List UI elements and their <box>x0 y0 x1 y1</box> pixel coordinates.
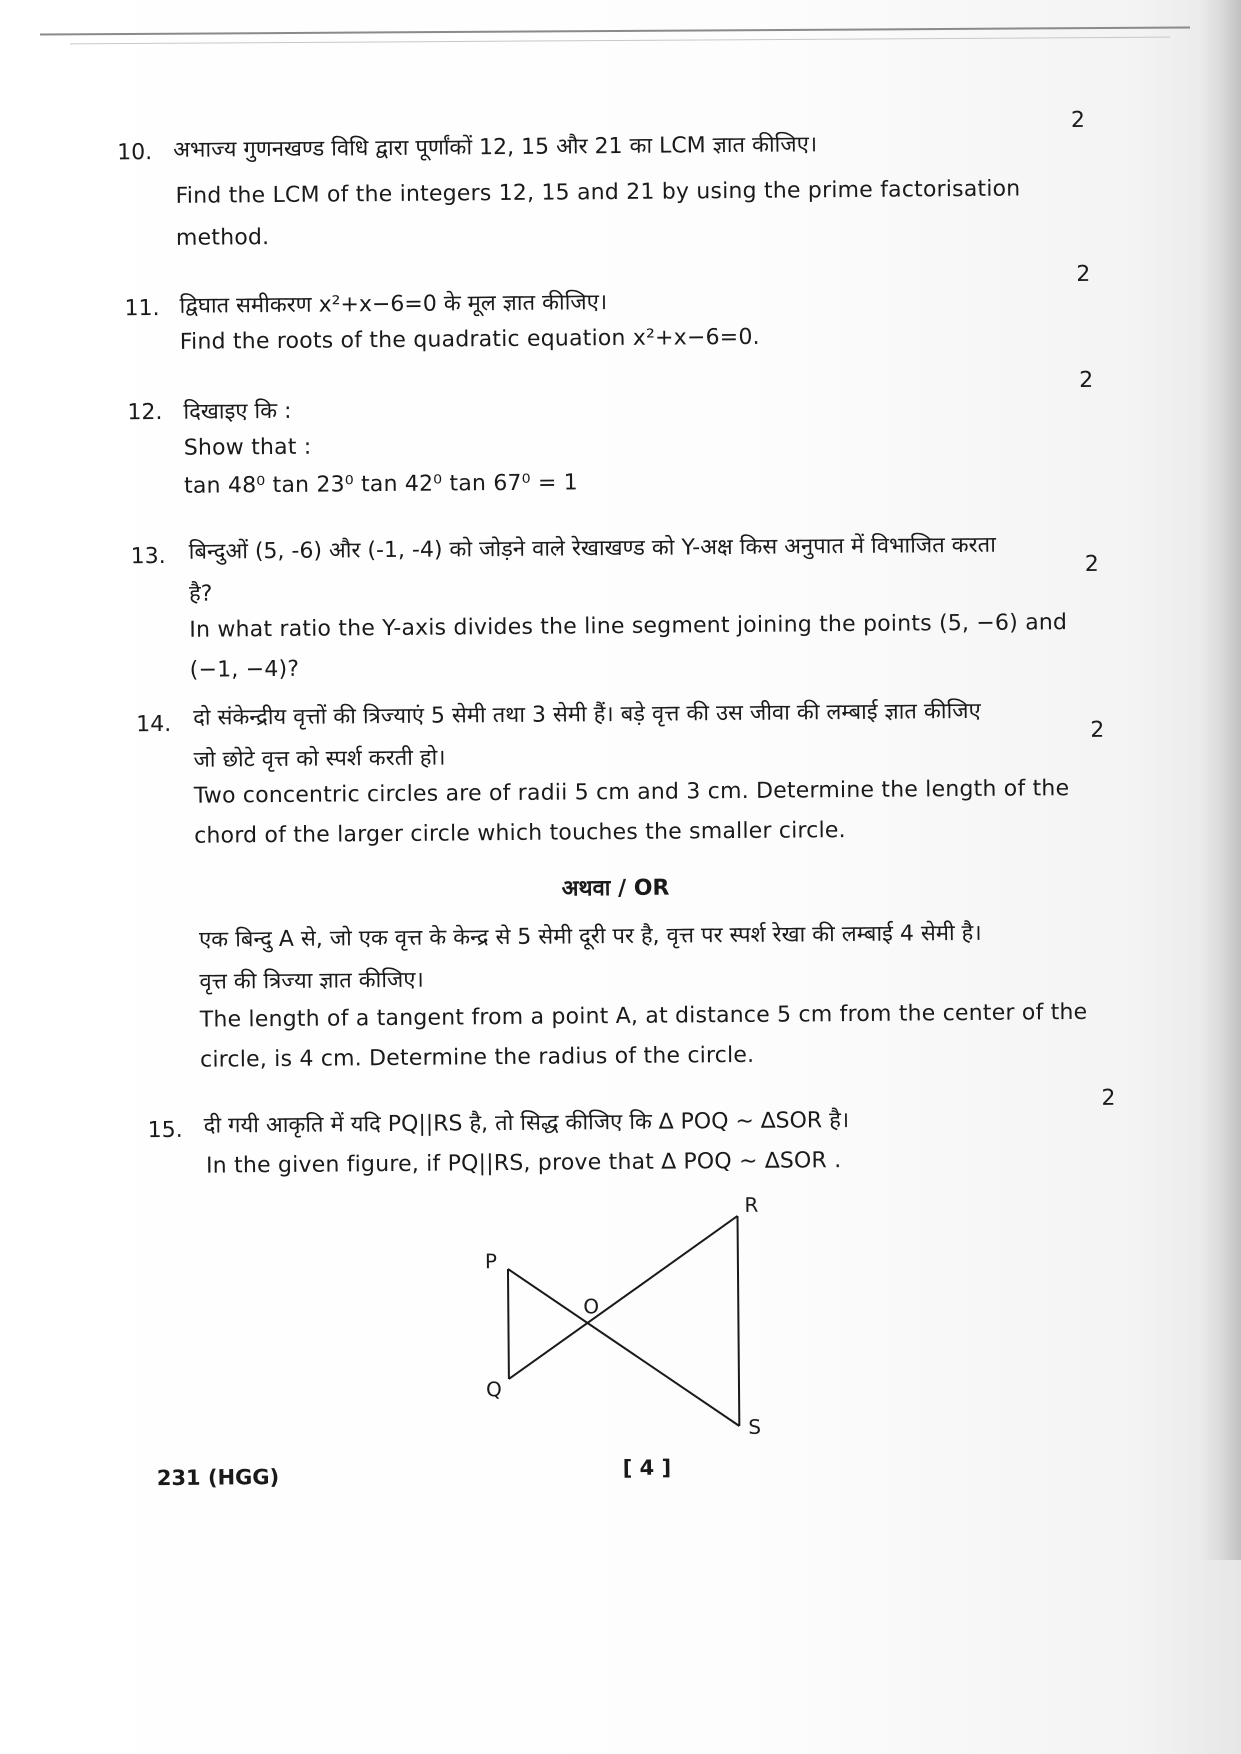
label-p: P <box>484 1249 498 1274</box>
question-english: chord of the larger circle which touches the smaller circle. <box>194 818 846 849</box>
question-english: Show that : <box>183 434 312 461</box>
question-hindi: बिन्दुओं (5, -6) और (-1, -4) को जोड़ने वाले रेखाखण्ड को Y-अक्ष किस अनुपात में विभाजित करता <box>188 532 996 565</box>
marks: 2 <box>1101 1085 1116 1111</box>
paper-code: 231 (HGG) <box>156 1465 280 1491</box>
question-number: 10. <box>117 140 153 166</box>
question-10 <box>0 0 1235 251</box>
alternative-english: circle, is 4 cm. Determine the radius of the circle. <box>200 1042 755 1073</box>
alternative-hindi: एक बिन्दु A से, जो एक वृत्त के केन्द्र से 5 सेमी दूरी पर है, वृत्त पर स्पर्श रेखा की लम्बाई 4 सेमी है। <box>198 920 982 953</box>
segment-pq <box>508 1269 509 1379</box>
page-number: [ 4 ] <box>622 1455 672 1481</box>
question-hindi: है? <box>188 581 213 607</box>
segment-rs <box>738 1216 740 1426</box>
label-o: O <box>583 1294 600 1319</box>
question-english: method. <box>175 225 270 251</box>
marks: 2 <box>1076 261 1091 288</box>
segment-ps <box>508 1267 739 1428</box>
question-hindi: अभाज्य गुणनखण्ड विधि द्वारा पूर्णांकों 12, 15 और 21 का LCM ज्ञात कीजिए। <box>173 132 818 163</box>
marks: 2 <box>1070 107 1086 134</box>
question-number: 11. <box>124 296 160 322</box>
marks: 2 <box>1079 367 1094 393</box>
question-number: 15. <box>147 1117 183 1144</box>
question-english: Find the LCM of the integers 12, 15 and 21 by using the prime factorisation <box>175 176 1021 209</box>
question-english: (−1, −4)? <box>189 656 300 683</box>
question-number: 14. <box>136 711 172 738</box>
label-q: Q <box>485 1377 502 1402</box>
marks: 2 <box>1084 551 1099 577</box>
question-english: Two concentric circles are of radii 5 cm and 3 cm. Determine the length of the <box>193 776 1070 809</box>
or-separator: अथवा / OR <box>561 875 670 902</box>
question-hindi: दिखाइए कि : <box>183 398 292 425</box>
question-english: Find the roots of the quadratic equation x²+x−6=0. <box>179 324 760 355</box>
alternative-english: The length of a tangent from a point A, at distance 5 cm from the center of the <box>199 999 1088 1033</box>
segment-qr <box>508 1216 739 1379</box>
question-hindi: द्विघात समीकरण x²+x−6=0 के मूल ज्ञात कीजिए। <box>179 290 608 319</box>
label-s: S <box>748 1414 762 1439</box>
marks: 2 <box>1090 717 1105 743</box>
label-r: R <box>744 1192 759 1217</box>
question-english: In the given figure, if PQ||RS, prove that ∆ POQ ~ ∆SOR . <box>205 1148 842 1179</box>
pq-rs-figure <box>474 1193 806 1441</box>
question-hindi: दो संकेन्द्रीय वृत्तों की त्रिज्याएं 5 सेमी तथा 3 सेमी हैं। बड़े वृत्त की उस जीवा की लम्बाई ज्ञात कीजिए <box>193 698 981 731</box>
question-english: In what ratio the Y-axis divides the line segment joining the points (5, −6) and <box>189 610 1068 643</box>
question-hindi: जो छोटे वृत्त को स्पर्श करती हो। <box>193 745 446 773</box>
question-number: 12. <box>127 399 163 426</box>
alternative-hindi: वृत्त की त्रिज्या ज्ञात कीजिए। <box>199 967 424 995</box>
question-english: tan 48⁰ tan 23⁰ tan 42⁰ tan 67⁰ = 1 <box>184 470 579 499</box>
question-number: 13. <box>130 543 166 570</box>
question-hindi: दी गयी आकृति में यदि PQ||RS है, तो सिद्ध कीजिए कि ∆ POQ ~ ∆SOR है। <box>203 1108 850 1139</box>
